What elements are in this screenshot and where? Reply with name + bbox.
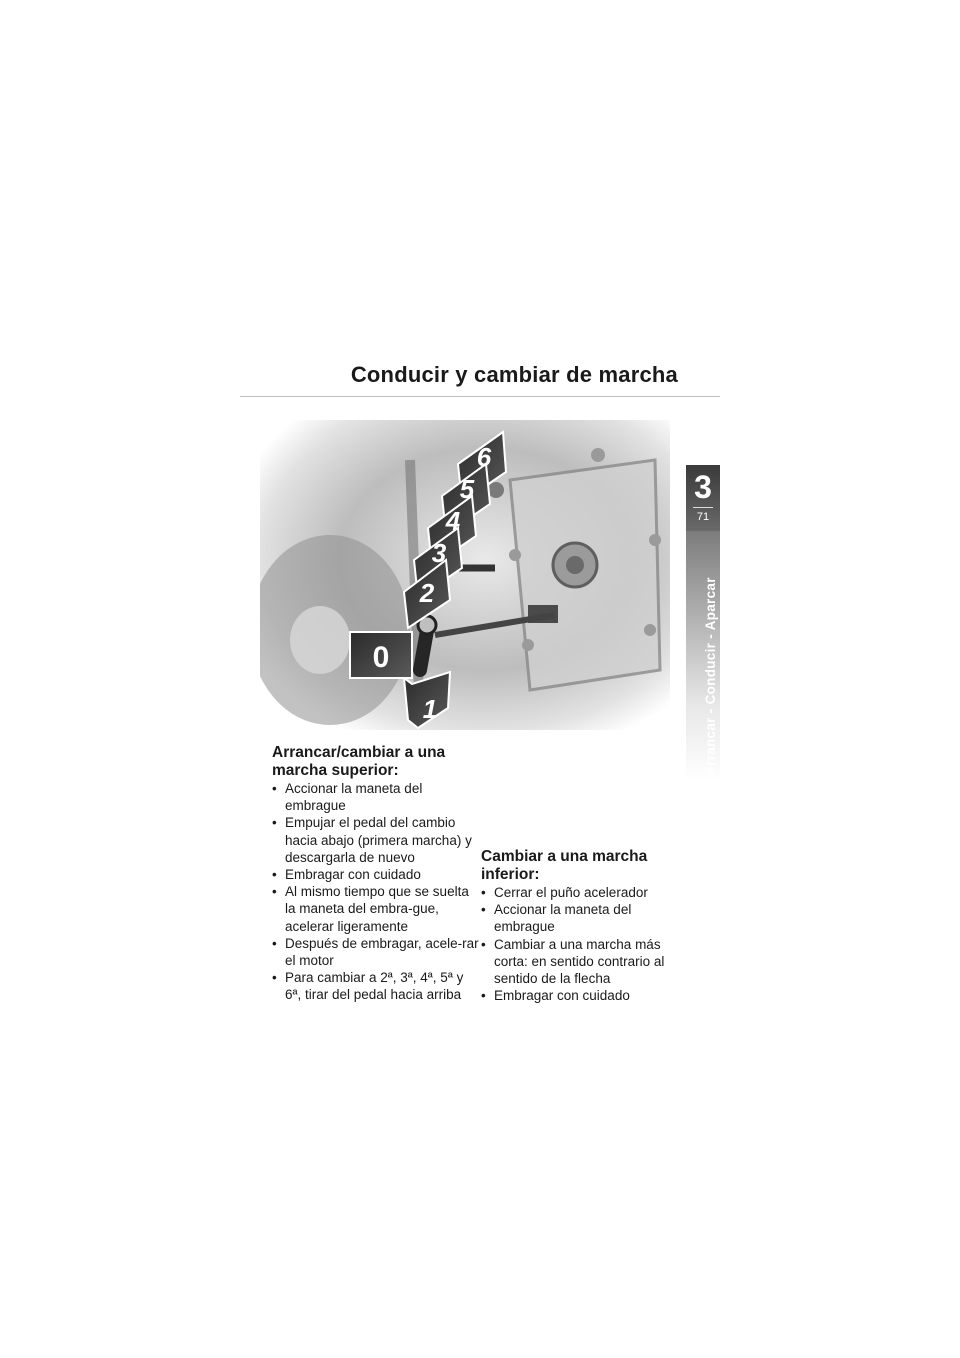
chapter-divider — [693, 507, 713, 508]
wheel-hub — [290, 606, 350, 674]
chapter-tab — [686, 465, 720, 531]
downshift-section — [481, 848, 691, 1004]
list-item: • Accionar la maneta del embrague — [481, 901, 691, 935]
upshift-list — [272, 780, 482, 1004]
gear-label-0: 0 — [372, 641, 390, 674]
list-item: • Al mismo tiempo que se suelta la maneta del embra-gue, acelerar ligeramente — [272, 883, 482, 935]
bolt — [649, 534, 661, 546]
upshift-heading: Arrancar/cambiar a una marcha superior: — [272, 744, 446, 779]
bolt — [509, 549, 521, 561]
list-item: • Para cambiar a 2ª, 3ª, 4ª, 5ª y 6ª, tirar del pedal hacia arriba — [272, 969, 482, 1003]
side-chapter-label: Arrancar - Conducir - Aparcar — [703, 577, 718, 776]
gear-label-6: 6 — [476, 442, 492, 472]
list-item: • Empujar el pedal del cambio hacia abajo (primera marcha) y descargarla de nuevo — [272, 814, 482, 866]
list-item: • Cerrar el puño acelerador — [481, 884, 691, 901]
bolt — [644, 624, 656, 636]
list-item: • Embragar con cuidado — [481, 987, 691, 1004]
bolt — [591, 448, 605, 462]
list-item: • Después de embragar, acele-rar el motor — [272, 935, 482, 969]
list-item: • Embragar con cuidado — [272, 866, 482, 883]
gear-label-2: 2 — [419, 578, 435, 608]
gear-label-5: 5 — [459, 474, 475, 504]
gear-label-3: 3 — [431, 538, 447, 568]
title-rule — [240, 396, 720, 397]
downshift-list — [481, 884, 691, 1004]
gear-label-1: 1 — [422, 694, 438, 724]
page-title: Conducir y cambiar de marcha — [350, 362, 678, 387]
gear-shift-illustration — [260, 420, 670, 730]
list-item: • Cambiar a una marcha más corta: en sentido contrario al sentido de la flecha — [481, 936, 691, 988]
chapter-number: 3 — [694, 469, 712, 505]
bolt — [488, 482, 504, 498]
cover-boss-center — [566, 556, 584, 574]
bolt — [522, 639, 534, 651]
page-number: 71 — [696, 511, 710, 523]
downshift-heading: Cambiar a una marcha inferior: — [481, 848, 648, 883]
list-item: • Accionar la maneta del embrague — [272, 780, 482, 814]
gear-label-4: 4 — [445, 506, 461, 536]
upshift-section — [272, 744, 482, 1004]
